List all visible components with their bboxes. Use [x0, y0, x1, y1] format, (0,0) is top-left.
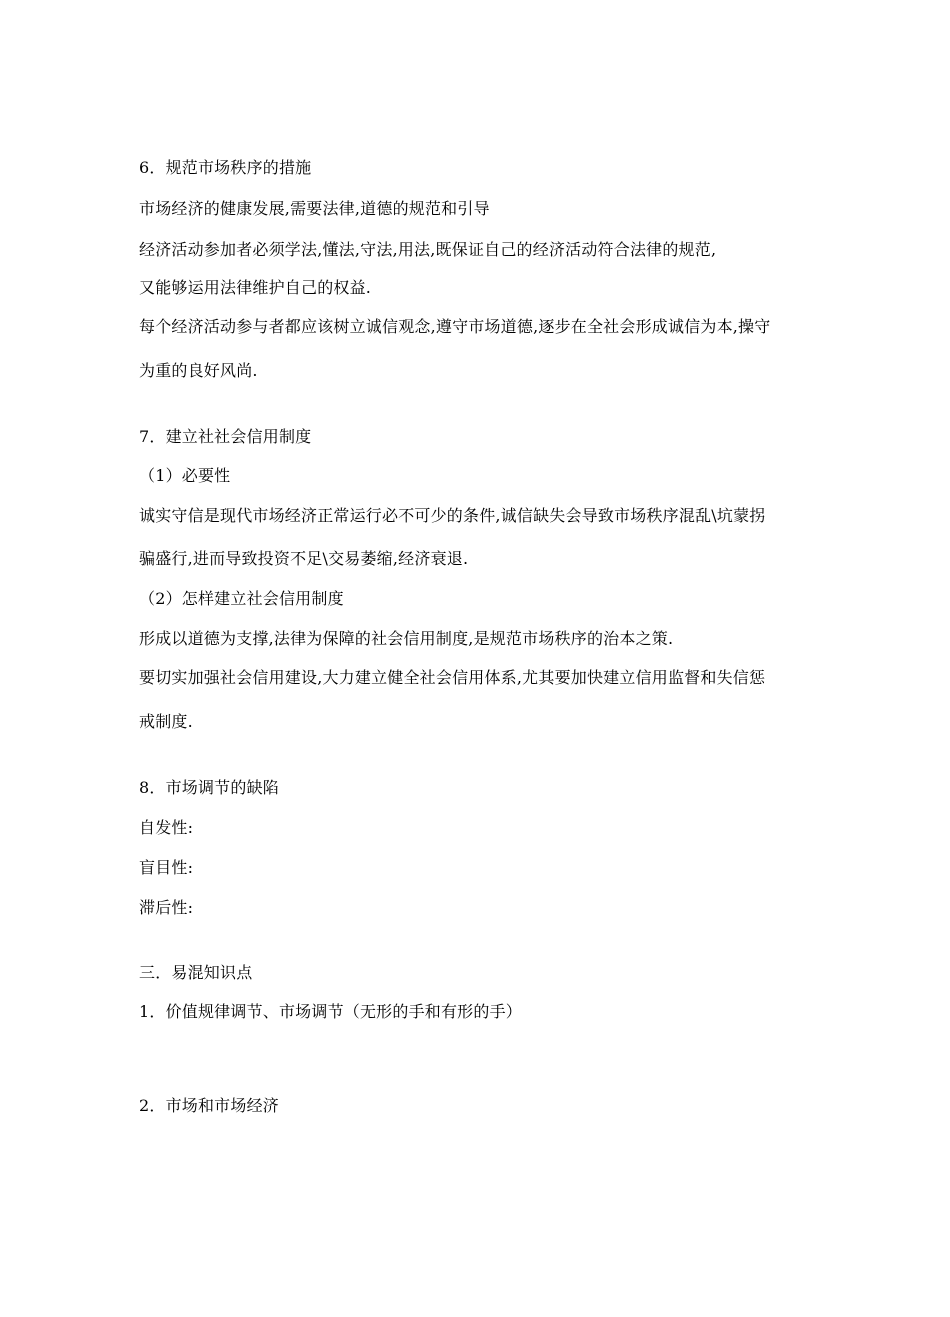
list-item: 滞后性: — [139, 898, 194, 917]
subheading: （1）必要性 — [139, 466, 231, 485]
section-6-heading: 6．规范市场秩序的措施 — [139, 158, 312, 177]
list-item: 2．市场和市场经济 — [139, 1096, 279, 1115]
paragraph-line: 诚实守信是现代市场经济正常运行必不可少的条件,诚信缺失会导致市场秩序混乱\坑蒙拐 — [139, 506, 766, 525]
section-8-heading: 8．市场调节的缺陷 — [139, 778, 279, 797]
list-item: 1．价值规律调节、市场调节（无形的手和有形的手） — [139, 1002, 522, 1021]
paragraph-line: 市场经济的健康发展,需要法律,道德的规范和引导 — [139, 199, 490, 218]
paragraph-line: 又能够运用法律维护自己的权益. — [139, 278, 372, 297]
paragraph-line: 每个经济活动参与者都应该树立诚信观念,遵守市场道德,逐步在全社会形成诚信为本,操守 — [139, 317, 771, 336]
subheading: （2）怎样建立社会信用制度 — [139, 589, 344, 608]
section-7-heading: 7．建立社社会信用制度 — [139, 427, 312, 446]
paragraph-line: 骗盛行,进而导致投资不足\交易萎缩,经济衰退. — [139, 549, 469, 568]
section-3-heading: 三．易混知识点 — [139, 963, 253, 982]
paragraph-line: 经济活动参加者必须学法,懂法,守法,用法,既保证自己的经济活动符合法律的规范, — [139, 240, 717, 259]
paragraph-line: 要切实加强社会信用建设,大力建立健全社会信用体系,尤其要加快建立信用监督和失信惩 — [139, 668, 766, 687]
list-item: 自发性: — [139, 818, 194, 837]
paragraph-line: 形成以道德为支撑,法律为保障的社会信用制度,是规范市场秩序的治本之策. — [139, 629, 674, 648]
paragraph-line: 戒制度. — [139, 712, 193, 731]
paragraph-line: 为重的良好风尚. — [139, 361, 258, 380]
list-item: 盲目性: — [139, 858, 194, 877]
